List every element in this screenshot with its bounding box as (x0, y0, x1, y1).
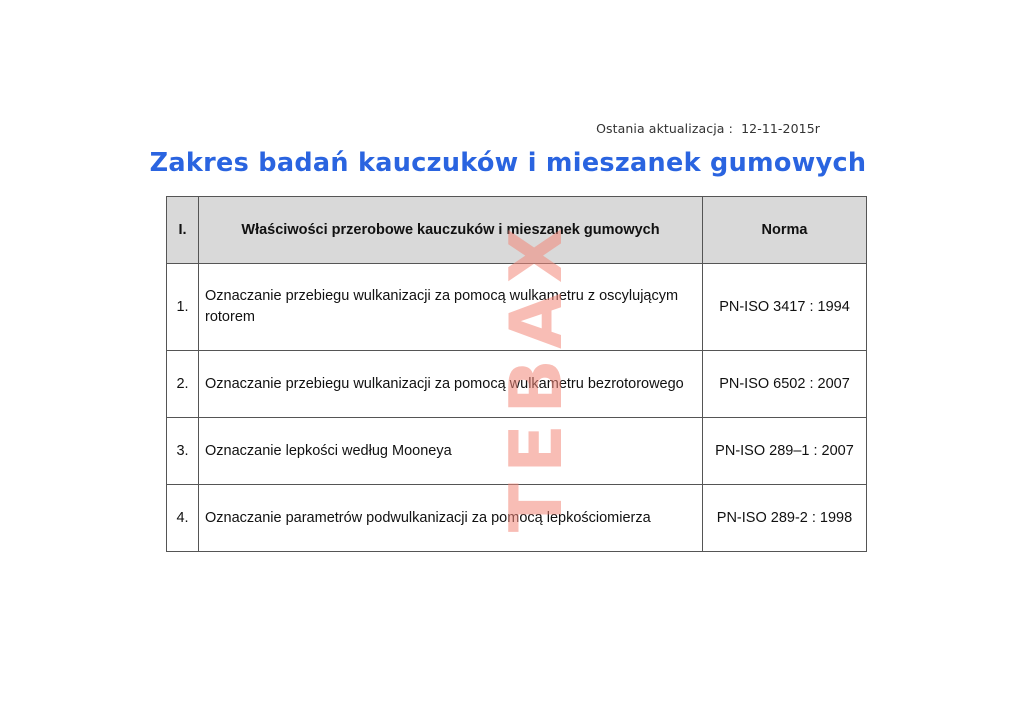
row-description: Oznaczanie przebiegu wulkanizacji za pomocą wulkametru bezrotorowego (199, 351, 703, 418)
row-norm: PN-ISO 6502 : 2007 (703, 351, 867, 418)
norm-column-header: Norma (703, 197, 867, 264)
row-number: 2. (167, 351, 199, 418)
row-norm: PN-ISO 289-2 : 1998 (703, 485, 867, 552)
table-row (167, 485, 867, 552)
section-number: I. (167, 197, 199, 264)
row-norm: PN-ISO 3417 : 1994 (703, 264, 867, 351)
page-title: Zakres badań kauczuków i mieszanek gumowych (149, 148, 867, 178)
test-scope-table (166, 196, 867, 552)
section-title: Właściwości przerobowe kauczuków i mieszanek gumowych (199, 197, 703, 264)
last-update-date: 12-11-2015r (741, 121, 820, 136)
row-description: Oznaczanie parametrów podwulkanizacji za pomocą lepkościomierza (199, 485, 703, 552)
table-row (167, 264, 867, 351)
row-description: Oznaczanie lepkości według Mooneya (199, 418, 703, 485)
table-row (167, 351, 867, 418)
last-update-label: Ostania aktualizacja : (596, 121, 733, 136)
row-number: 1. (167, 264, 199, 351)
watermark-logo: TEBAX (494, 217, 578, 533)
last-update-line (596, 121, 820, 136)
row-number: 3. (167, 418, 199, 485)
row-norm: PN-ISO 289–1 : 2007 (703, 418, 867, 485)
row-number: 4. (167, 485, 199, 552)
table-row (167, 418, 867, 485)
table-header-row (167, 197, 867, 264)
row-description: Oznaczanie przebiegu wulkanizacji za pomocą wulkametru z oscylującym rotorem (199, 264, 703, 351)
